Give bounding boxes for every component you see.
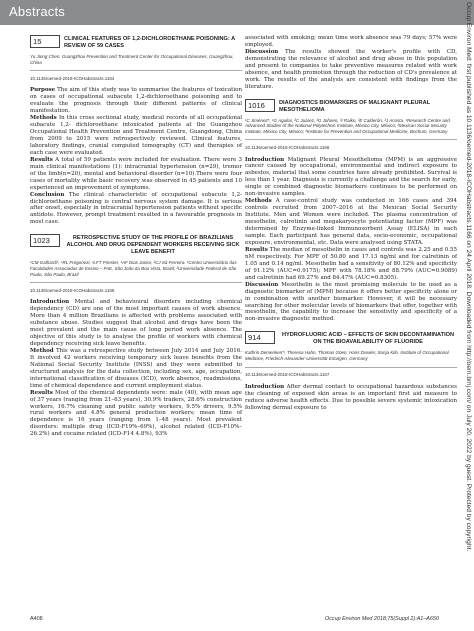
- abstract-title: HYDROFLUORIC ACID – EFFECTS OF SKIN DECONTAMINATION ON THE BIOAVAILABILITY OF FLUORIDE: [281, 332, 455, 346]
- divider: [245, 139, 457, 140]
- divider: [245, 367, 457, 368]
- abstract-header: [245, 331, 457, 346]
- abstract-paragraph: Introduction After dermal contact to occupational hazardous substances the cleaning of exposed skin areas is an important first aid measure to reduce adverse health effects. Due to possible severe systemic intoxication following dermal exposure to: [245, 383, 457, 411]
- abstract-paragraph: Method This was a retrospective study between July 2014 and July 2016. It involved 42 workers receiving temporary sick leave benefits from the National Social Security Institute (INSS) and they were submitted to structured analysis for the data collection, including sex, age, occupation, international classification of diseases (ICD), work absence, readmissions, time of chemical dependence and current employment status.: [30, 347, 242, 389]
- abstract-header: [30, 35, 242, 50]
- abstract-header: [30, 234, 242, 256]
- abstract-paragraph: Introduction Malignant Pleural Mesothelioma (MPM) is an aggressive cancer caused by occupational, environmental and indirect exposure to asbestos, material that some countries have already prohibited. Survival is less than 1 year. Diagnosis is currently a challenge and the search for early, single or combined diagnostic biomarkers continues to be performed on non-invasive samples.: [245, 156, 457, 198]
- abstract-number: 15: [30, 35, 60, 48]
- abstract-paragraph: Discussion Mesothelin is the most promising molecule to be used as a diagnostic biomarker of (MPM) because it offers better specificity alone or in combination with another biomarker. However, it will be necessary searching for other molecular levels of biomarkers that offer, together with mesothelin, the capability to increase the sensitivity and specificity of a non-invasive diagnostic method.: [245, 281, 457, 323]
- abstract-authors: Yu Jiong Chen. Guangzhou Prevention and Treatment Center for Occupational Diseases, Guangzhou, China: [30, 54, 234, 65]
- abstract-paragraph: Purpose The aim of this study was to summarise the features of toxication on cases of occupational subacute 1,2-dichloroethane poisoning and to evaluate the prognosis through their different patterns of clinical manifestation.: [30, 87, 242, 115]
- abstract-paragraph: associated with smoking; mean time work absence was 79 days; 57% were employed.: [245, 35, 457, 48]
- abstract-paragraph: Results A total of 59 patients were included for evaluation. There were 3 main clinical manifestations (1): intracranial hypertension (n=29), tremor of the limb(n=20), mental and behavioral disorder (n=10).There were four cases of mortality while basic recovery was observed in 45 patients and 10 experienced an improvement of symptoms.: [30, 156, 242, 191]
- abstract-number: 914: [245, 331, 275, 344]
- right-column: [245, 35, 457, 411]
- left-column: [30, 35, 242, 438]
- side-note-text: Occup Environ Med: first published as 10.1136/oemed-2018-ICOHabstracts.1166 on 24 April 2018. Downloaded from http://oem.bmj.com/ on July 20, 2022 by guest. Protected by copyright.: [465, 2, 472, 552]
- copyright-sidebar: [461, 2, 474, 630]
- abstract-paragraph: Introduction Mental and behavioural disorders including chemical dependency (CD) are one of the most important causes of work absence. More than 4 million Brazilians is affected with problems associated with substance abuse. Studies suggest that alcohol and drugs have been the most prevalent and the main cause of long period work absence. The objective of this study is to analyse the profile of workers with chemical dependency receiving sick leave benefits.: [30, 299, 242, 347]
- abstract-doi: 10.1136/oemed-2018-ICOHabstracts.1165: [30, 287, 115, 293]
- abstract-doi: 10.1136/oemed-2018-ICOHabstracts.1167: [245, 372, 330, 378]
- abstract-paragraph: Methods In this cross sectional study, medical records of all occupational subacute 1,2- dichloroethane intoxicated patients at the Guangzhou Occupational Health Prevention and Treatment Centre, Guangdong, China from 2009 to 2015 were retrospectively reviewed. Clinical features, laboratory findings, cranial computed tomography (CT) and therapies of each case were evaluated.: [30, 115, 242, 156]
- abstract-authors: ¹CM Galhardi*, ¹RL Fregonezi, ¹LFT Priester, ¹AF Dias Junior, ²CJ Sá Ferreira. ¹Centro Universitário das Faculdades Associadas de Ensino – FAE, São João da Boa Vista, Brazil; ²Universidade Federal de São Paulo, São Paulo, Brazil: [30, 260, 237, 277]
- abstract-authors: Kathrin Demenkerr*, Theresa Hahn, Thomas Göen, Hans Drexler, Sonja Kilo. Institute of Occupational Medicine, Friedrich-Alexander-Universität Erlangen, Germany: [245, 350, 449, 361]
- section-title: Abstracts: [9, 4, 65, 19]
- abstract-paragraph: Results The median of mesothelin in cases and controls was 2.25 and 0.55 nM respectively. For MPF of 50.80 and 17.13 ng/ml and for calretinin of 1.05 and 0.14 ng/ml. Mesothelin had a sensitivity of 80.12% and specificity of 91.12% (AUC=0.9175); MPF with 78.18% and 88.79% (AUC=0.9089) and calretinin had 69.27% and 84.47% (AUC=0.8305).: [245, 246, 457, 281]
- abstract-header: [245, 99, 457, 114]
- abstract-paragraph: Discussion The results showed the worker's profile with CD, demonstrating the relevance of alcohol and drug abuse in this population and present to companies to take preventive measures related with work absence, and health promotion through the reduction of CD's prevalence at work. The results of the analysis are consistent with findings from the literature.: [245, 48, 457, 90]
- abstract-title: RETROSPECTIVE STUDY OF THE PROFILE OF BRAZILIANS ALCOHOL AND DRUG DEPENDENT WORKERS RECEIVING SICK LEAVE BENEFIT: [66, 235, 240, 256]
- abstract-doi: 10.1136/oemed-2018-ICOHabstracts.1164: [30, 75, 115, 81]
- journal-citation: Occup Environ Med 2018;75(Suppl 2):A1–A650: [325, 616, 439, 622]
- divider: [30, 70, 242, 71]
- abstract-paragraph: Conclusion The clinical characteristic of occupational subacute 1,2- dichloroethane poisoning is central nervous system damage. It is serious after onset, especially in intracranial hypertension patients without specific antidote. However, prompt treatment resulted in a favourable prognosis in most case.: [30, 191, 242, 226]
- abstract-paragraph: Methods A case-control study was conducted in 166 cases and 394 controls recruited from 2007–2016 at the Mexican Social Security Institute. Men and Women were included. The plasma concentration of mesothelin, calretinin and megakaryocyte potentiating factor (MPF) was determined by Enzyme-linked Immunosorbent Assay (ELISA) in each sample. Each participant has general data, socio-economic, occupational exposure, environmental, etc. Data were analysed using STATA.: [245, 198, 457, 246]
- abstract-title: CLINICAL FEATURES OF 1,2-DICHLOROETHANE POISONING: A REVIEW OF 59 CASES: [64, 36, 235, 49]
- header-bar: [0, 0, 474, 25]
- page-number: A408: [30, 616, 43, 622]
- abstract-paragraph: Results Most of the chemical dependents were: male (40), with mean age of 37 years (ranging from 21–63 years), 30.9% traders, 28.6% construction workers, 16.7% cleaning and public safety workers, 9.5% drivers, 9.5% rural workers and 4.8% general production workers; mean time of dependence is 16 years (ranging from 1–48 years). Most prevalent disorders: multiple drug (ICD-F19%–69%), alcohol related (ICD-F10%–26.2%) and cocaine related (ICD-F14 4.8%), 93%: [30, 389, 242, 438]
- abstract-authors: ¹C Jiménez*, ¹G Aguilar, ²C Juárez, ³G Johnen, ³I Raiko, ³E Calderón, ²J Acosta. ¹Research Centre and Advanced Studies of the National Polytechnic Institute, México City, México; ²Mexican Social Security Institute, México City, México; ³Institute for Prevention and Occupational Medicine, Bochum, Germany: [245, 117, 450, 134]
- divider: [30, 282, 242, 283]
- abstract-title: DIAGNOSTICS BIOMARKERS OF MALIGNANT PLEURAL MESOTHELIOMA: [279, 99, 430, 113]
- abstract-doi: 10.1136/oemed-2018-ICOHabstracts.1166: [245, 144, 330, 150]
- abstract-number: 1016: [245, 99, 275, 112]
- abstract-number: 1023: [30, 234, 60, 247]
